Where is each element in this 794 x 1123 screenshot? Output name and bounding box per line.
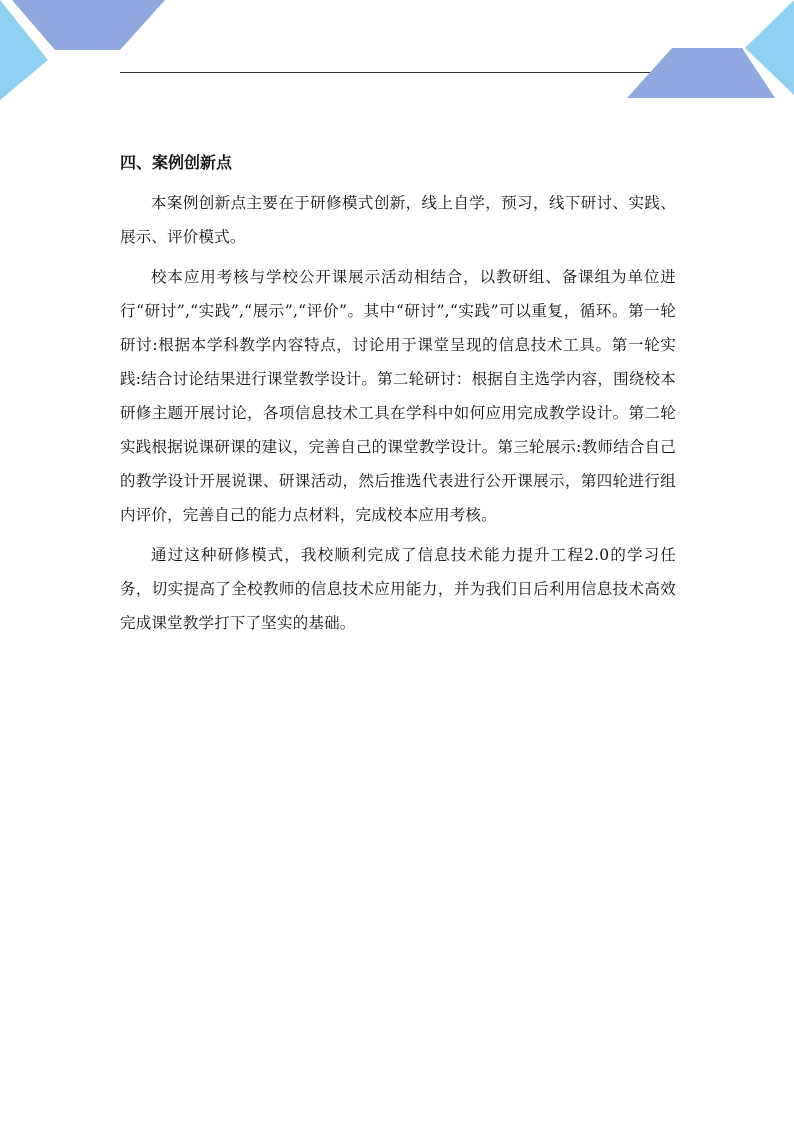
header-rule (120, 72, 650, 73)
page-content (120, 150, 676, 646)
section-heading: 四、案例创新点 (120, 153, 233, 172)
paragraph-2: 校本应用考核与学校公开课展示活动相结合，以教研组、备课组为单位进行“研讨”,“实践”,“展示”,“评价”。其中“研讨”,“实践”可以重复，循环。第一轮研讨:根据本学科教学内容特点，讨论用于课堂呈现的信息技术工具。第一轮实践:结合讨论结果进行课堂教学设计。第二轮研讨：根据自主选学内容，围绕校本研修主题开展讨论，各项信息技术工具在学科中如何应用完成教学设计。第二轮实践根据说课研课的建议，完善自己的课堂教学设计。第三轮展示:教师结合自己的教学设计开展说课、研课活动，然后推选代表进行公开课展示，第四轮进行组内评价，完善自己的能力点材料，完成校本应用考核。 (120, 268, 676, 524)
header-decoration (0, 0, 794, 120)
paragraph-3: 通过这种研修模式，我校顺利完成了信息技术能力提升工程2.0的学习任务，切实提高了全校教师的信息技术应用能力，并为我们日后利用信息技术高效完成课堂教学打下了坚实的基础。 (120, 546, 676, 632)
paragraph-1: 本案例创新点主要在于研修模式创新，线上自学，预习，线下研讨、实践、展示、评价模式。 (120, 194, 676, 246)
top-left-blue-band (12, 0, 165, 50)
top-right-blue-band (627, 48, 775, 98)
